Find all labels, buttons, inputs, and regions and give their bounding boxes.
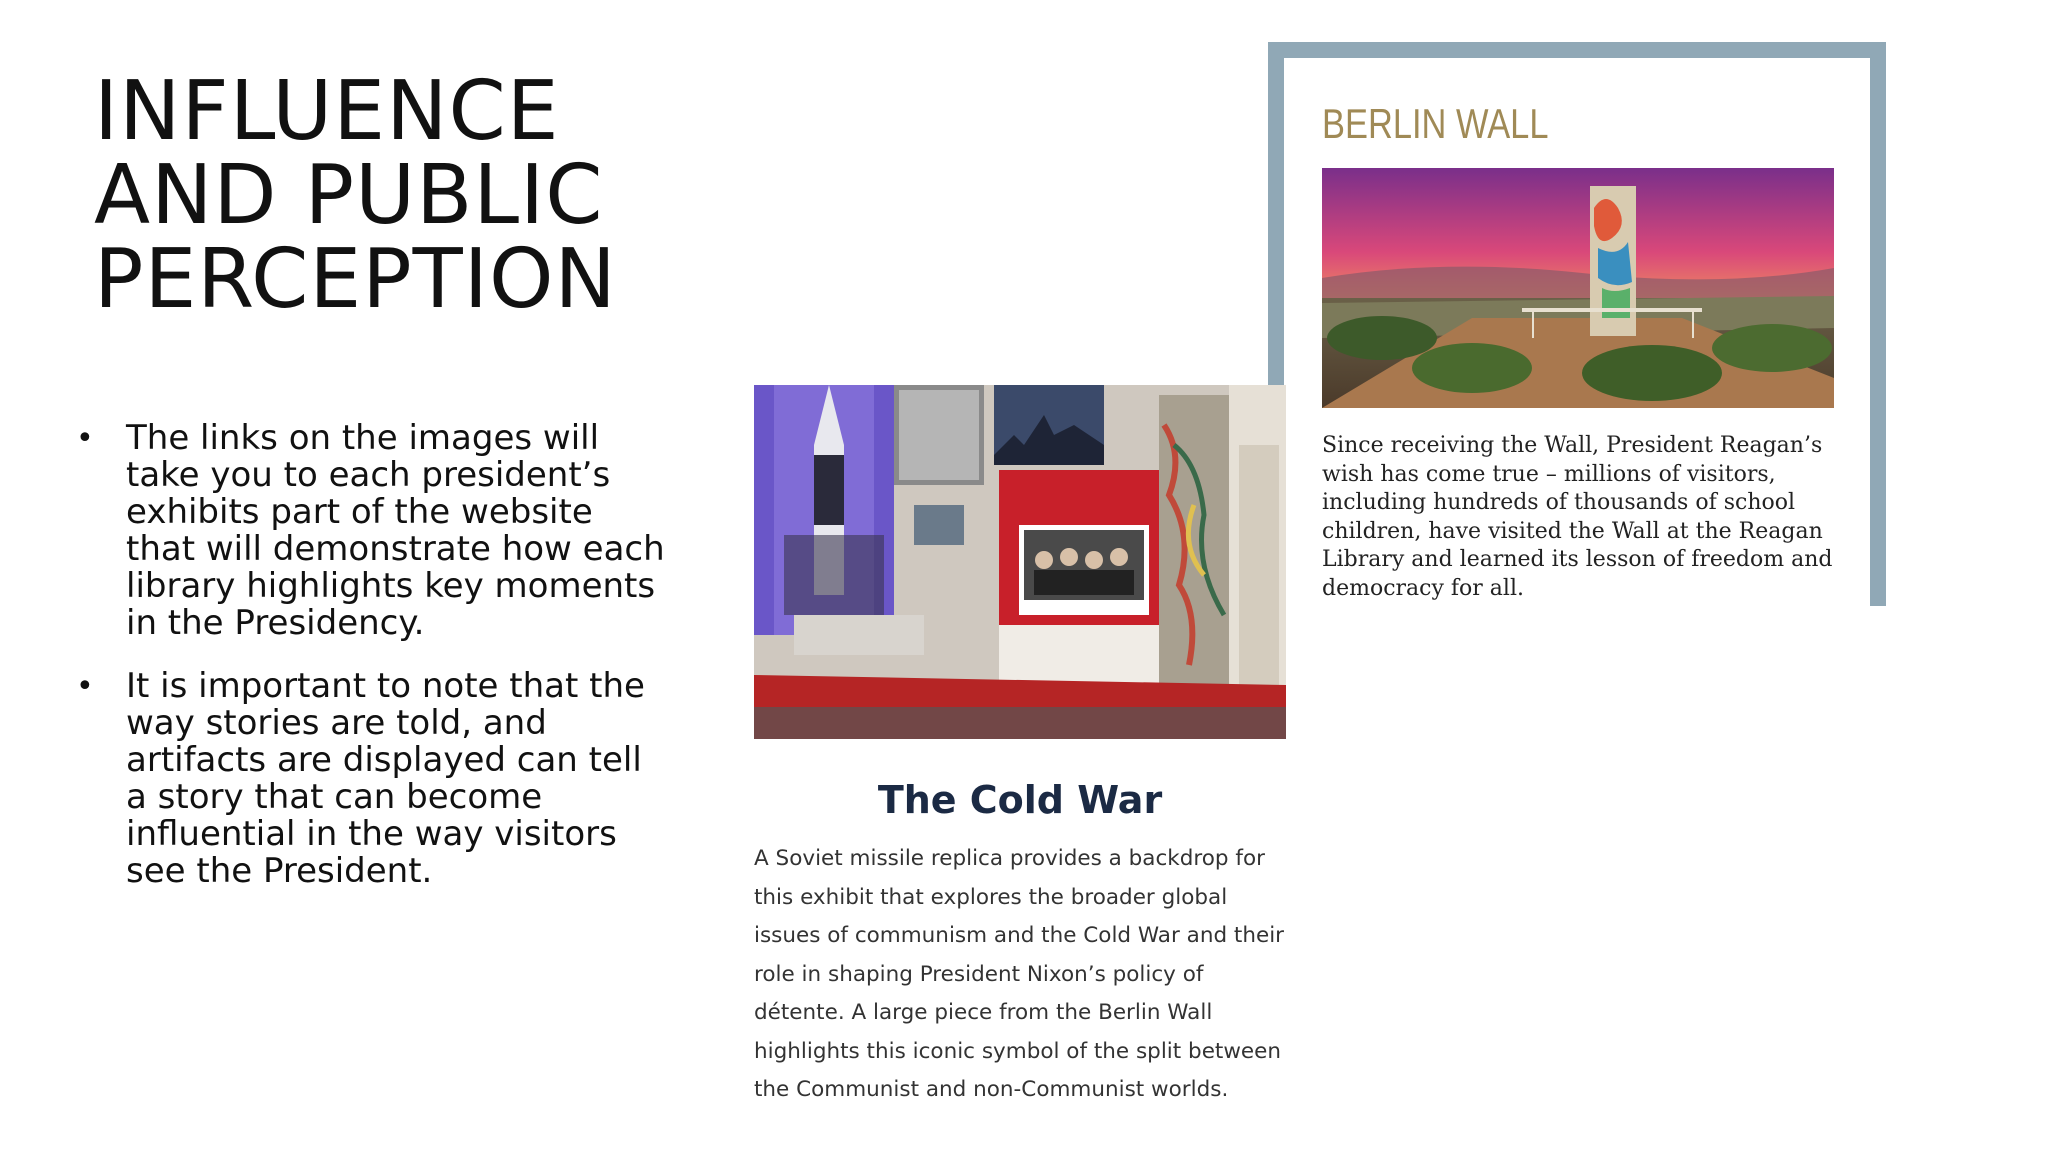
bullet-text: The links on the images will take you to each president’s exhibits part of the website that will demonstrate how each library highlights key moments in the Presidency. <box>126 418 665 643</box>
slide-title: INFLUENCE AND PUBLIC PERCEPTION <box>94 64 617 327</box>
berlin-wall-heading: BERLIN WALL <box>1322 100 1549 147</box>
berlin-wall-description: Since receiving the Wall, President Reagan’s wish has come true – millions of visitors, including hundreds of thousands of school children, have visited the Wall at the Reagan Library and learned its lesson of freedom and democracy for all. <box>1322 433 1833 601</box>
cold-war-heading: The Cold War <box>877 778 1163 822</box>
bullet-text: It is important to note that the way stories are told, and artifacts are displayed can tell a story that can become influential in the way visitors see the President. <box>126 666 645 891</box>
bullet-list <box>72 420 672 916</box>
berlin-wall-photo[interactable] <box>1322 168 1834 408</box>
bullet-marker: • <box>76 669 94 704</box>
bullet-marker: • <box>76 421 94 456</box>
cold-war-exhibit-photo[interactable] <box>754 385 1286 739</box>
bullet-item <box>72 668 672 890</box>
cold-war-description: A Soviet missile replica provides a backdrop for this exhibit that explores the broader global issues of communism and the Cold War and their role in shaping President Nixon’s policy of détente. A large piece from the Berlin Wall highlights this iconic symbol of the split between the Communist and non-Communist worlds. <box>754 846 1285 1102</box>
bullet-item <box>72 420 672 642</box>
